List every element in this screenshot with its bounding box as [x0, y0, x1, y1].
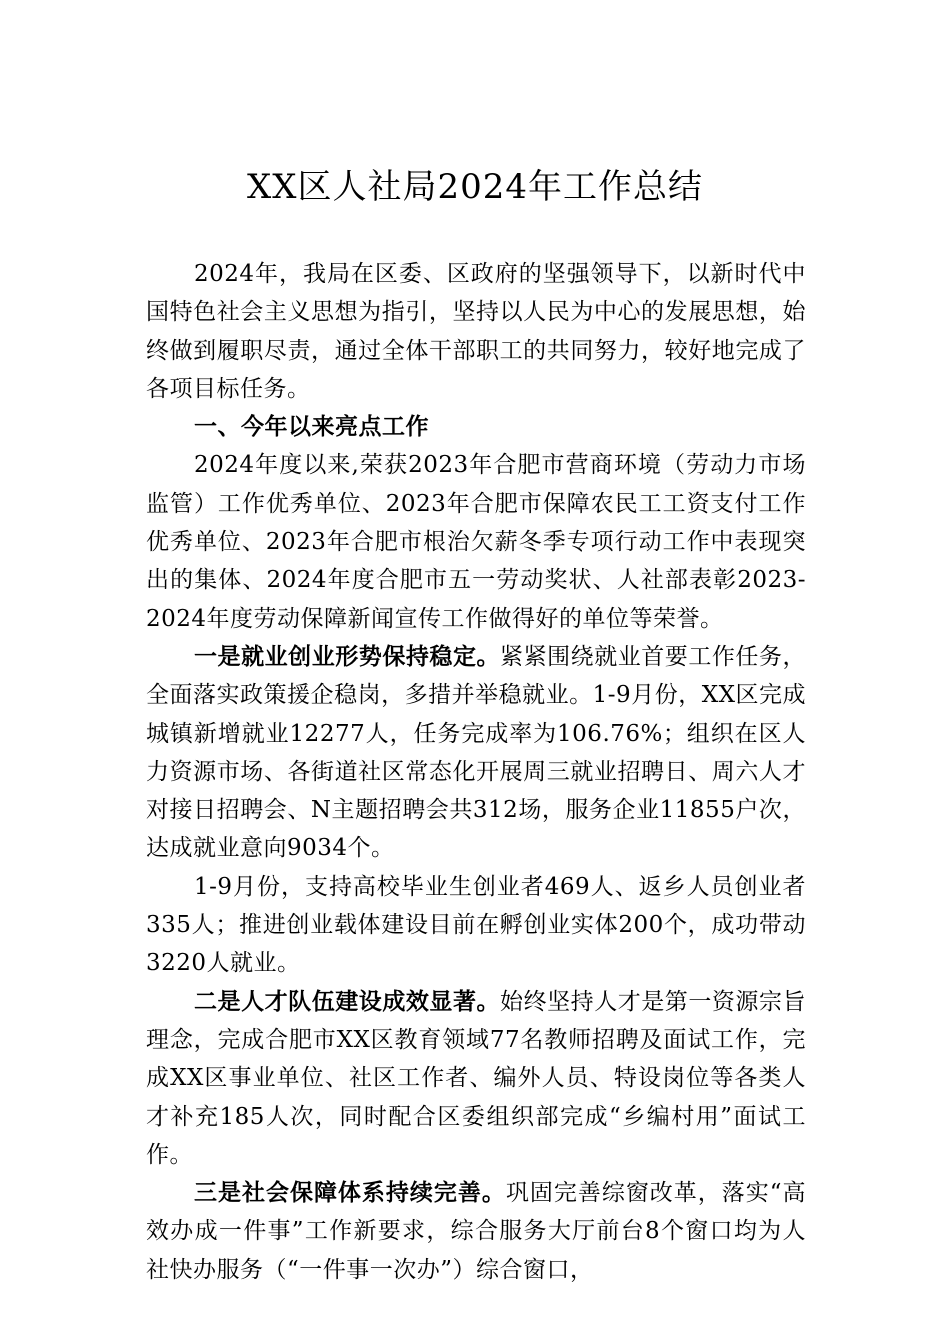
social-security-lead: 三是社会保障体系持续完善。: [194, 1179, 506, 1207]
employment-paragraph: [146, 638, 806, 868]
intro-paragraph: 2024年，我局在区委、区政府的坚强领导下，以新时代中国特色社会主义思想为指引，坚持以人民为中心的发展思想，始终做到履职尽责，通过全体干部职工的共同努力，较好地完成了各项目标任务。: [146, 261, 806, 402]
talent-text: 始终坚持人才是第一资源宗旨理念，完成合肥市XX区教育领域77名教师招聘及面试工作，完成XX区事业单位、社区工作者、编外人员、特设岗位等各类人才补充185人次，同时配合区委组织部完成“乡编村用”面试工作。: [146, 988, 807, 1168]
talent-lead: 二是人才队伍建设成效显著。: [194, 987, 501, 1015]
social-security-paragraph: [146, 1174, 806, 1289]
employment-text: 紧紧围绕就业首要工作任务，全面落实政策援企稳岗，多措并举稳就业。1-9月份，XX区完成城镇新增就业12277人，任务完成率为106.76%；组织在区人力资源市场、各街道社区常态化开展周三就业招聘日、周六人才对接日招聘会、N主题招聘会共312场，服务企业11855户次，达成就业意向9034个。: [146, 643, 807, 862]
entrepreneurship-paragraph: 1-9月份，支持高校毕业生创业者469人、返乡人员创业者335人；推进创业载体建设目前在孵创业实体200个，成功带动3220人就业。: [146, 873, 806, 977]
employment-lead: 一是就业创业形势保持稳定。: [194, 642, 501, 670]
section-heading-highlights: 一、今年以来亮点工作: [194, 413, 429, 441]
document-title: XX区人社局2024年工作总结: [247, 167, 703, 207]
document-body: [146, 255, 806, 1289]
talent-paragraph: [146, 983, 806, 1174]
social-security-text: 巩固完善综窗改革，落实“高效办成一件事”工作新要求，综合服务大厅前台8个窗口均为人社快办服务（“一件事一次办”）综合窗口，: [146, 1180, 807, 1283]
honors-paragraph: 2024年度以来,荣获2023年合肥市营商环境（劳动力市场监管）工作优秀单位、2023年合肥市保障农民工工资支付工作优秀单位、2023年合肥市根治欠薪冬季专项行动工作中表现突出的集体、2024年度合肥市五一劳动奖状、人社部表彰2023-2024年度劳动保障新闻宣传工作做得好的单位等荣誉。: [146, 452, 806, 632]
